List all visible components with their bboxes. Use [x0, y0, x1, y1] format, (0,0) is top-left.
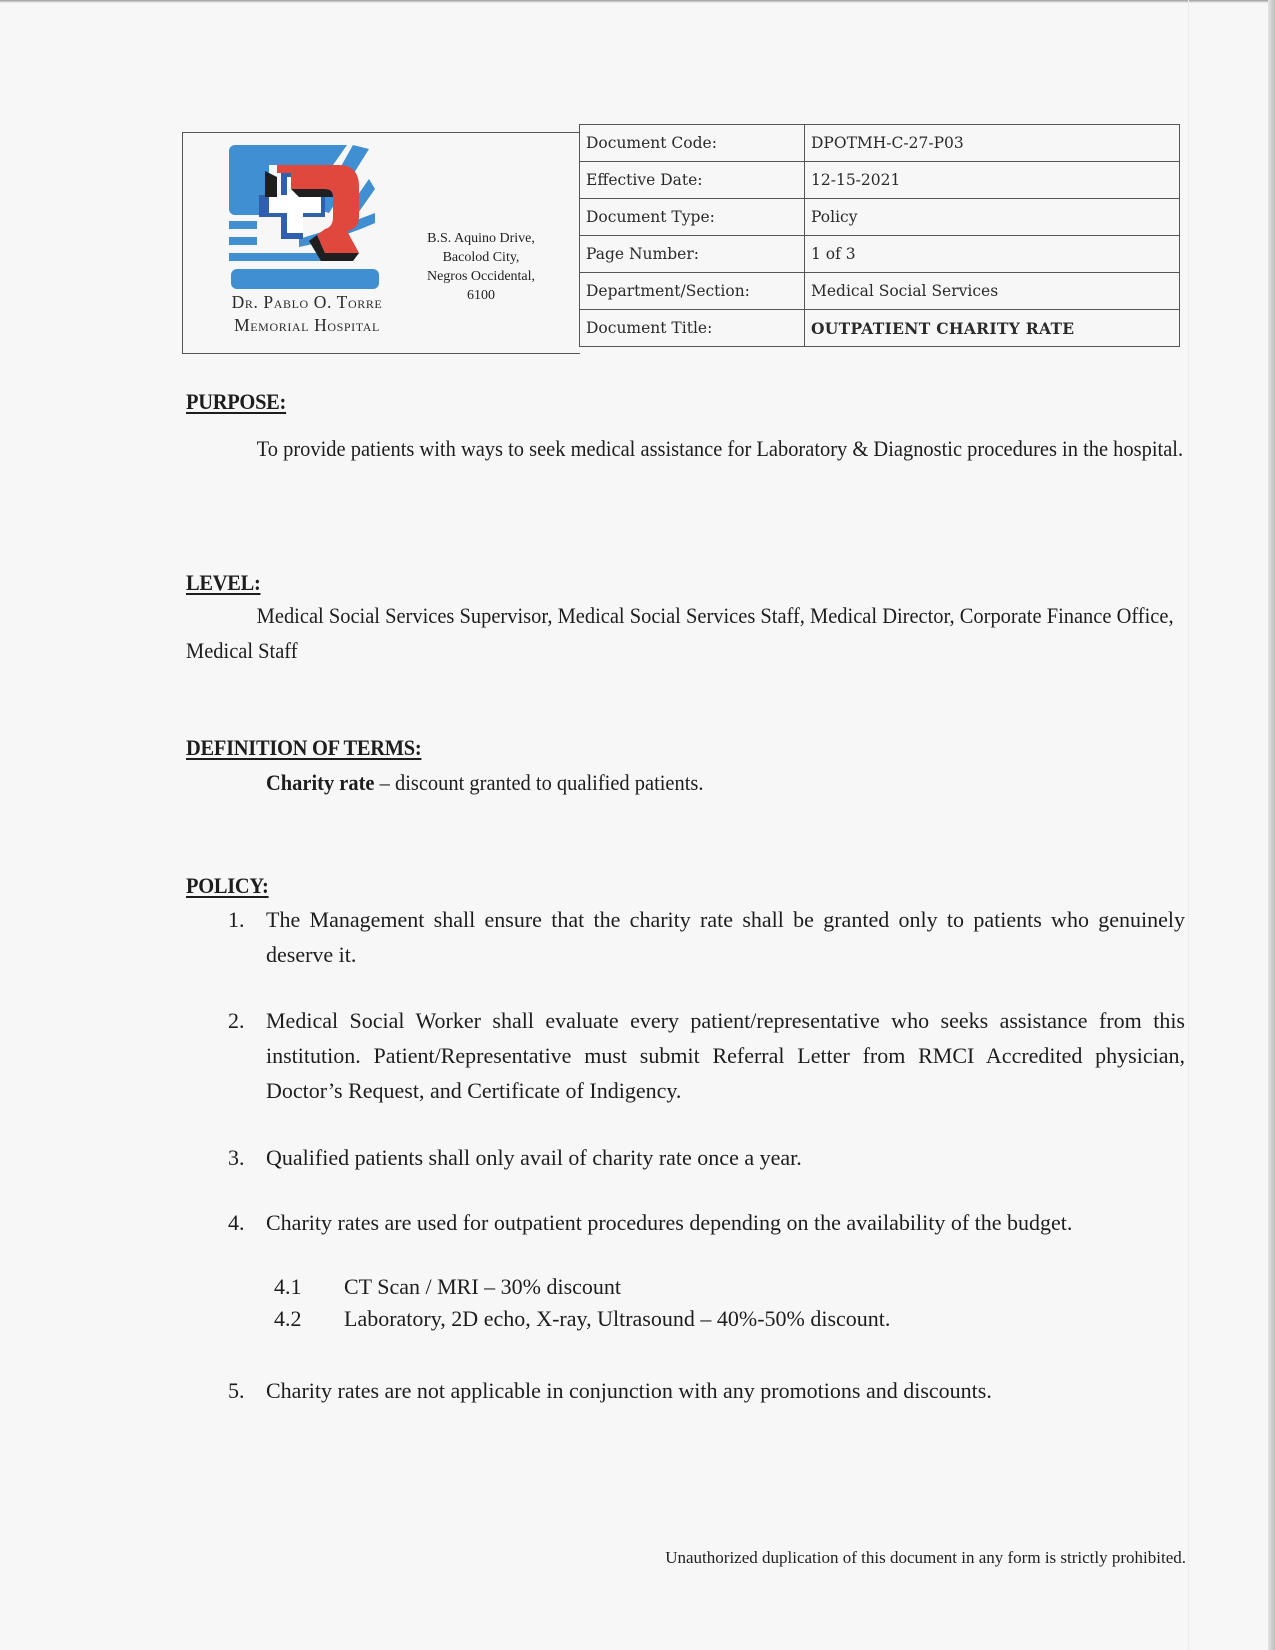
definition-item — [266, 770, 704, 796]
definition-separator: – — [374, 770, 395, 795]
policy-item-text: The Management shall ensure that the charity rate shall be granted only to patients who genuinely deserve it. — [266, 907, 1185, 967]
policy-item — [228, 1373, 1185, 1408]
meta-value-document-title: OUTPATIENT CHARITY RATE — [805, 310, 1180, 347]
meta-row-department — [580, 273, 1180, 310]
policy-item — [228, 1205, 1185, 1240]
level-heading: LEVEL: — [186, 570, 261, 595]
definition-term: Charity rate — [266, 770, 375, 795]
level-text: Medical Social Services Supervisor, Medical Social Services Staff, Medical Director, Corporate Finance Office, Medical Staff — [186, 603, 1174, 663]
policy-item-text: Medical Social Worker shall evaluate every patient/representative who seeks assistance from this institution. Patient/Representative must submit Referral Letter from RMCI Accredited physician, Doctor’s Request, and Certificate of Indigency. — [266, 1008, 1185, 1103]
document-metadata-table — [579, 124, 1180, 347]
hospital-address — [411, 229, 551, 305]
scan-top-edge — [0, 0, 1275, 3]
policy-subitem — [274, 1274, 621, 1300]
meta-label: Document Title: — [580, 310, 805, 347]
scan-right-edge — [1268, 0, 1275, 1650]
policy-item — [228, 1003, 1185, 1108]
meta-label: Department/Section: — [580, 273, 805, 310]
meta-label: Effective Date: — [580, 162, 805, 199]
meta-row-document-title — [580, 310, 1180, 347]
meta-value: DPOTMH-C-27-P03 — [805, 125, 1180, 162]
policy-item-text: Qualified patients shall only avail of charity rate once a year. — [266, 1145, 802, 1170]
policy-item-number: 3. — [228, 1145, 245, 1170]
meta-row-page-number — [580, 236, 1180, 273]
policy-item-number: 2. — [228, 1008, 245, 1033]
meta-label: Document Code: — [580, 125, 805, 162]
policy-item-text: Charity rates are not applicable in conjunction with any promotions and discounts. — [266, 1378, 992, 1403]
policy-item — [228, 1140, 1185, 1175]
address-line: Negros Occidental, — [426, 269, 536, 284]
policy-item-number: 4. — [228, 1210, 245, 1235]
hospital-name-line-1: Dr. Pablo O. Torre — [231, 292, 383, 312]
scan-fold-line — [1188, 0, 1189, 1650]
footer-notice — [548, 1548, 1186, 1568]
meta-value: Medical Social Services — [805, 273, 1180, 310]
policy-item-number: 5. — [228, 1378, 245, 1403]
policy-subitem — [274, 1306, 890, 1332]
policy-heading: POLICY: — [186, 873, 269, 898]
policy-subitem-number: 4.2 — [274, 1306, 302, 1331]
meta-value: 1 of 3 — [805, 236, 1180, 273]
hospital-name-line-2: Memorial Hospital — [234, 315, 380, 335]
meta-value: Policy — [805, 199, 1180, 236]
meta-label: Page Number: — [580, 236, 805, 273]
address-line: B.S. Aquino Drive, — [427, 231, 535, 246]
address-line: Bacolod City, — [442, 250, 520, 265]
hospital-name — [205, 291, 409, 337]
meta-row-document-type — [580, 199, 1180, 236]
policy-item-number: 1. — [228, 907, 245, 932]
policy-item-text: Charity rates are used for outpatient procedures depending on the availability of the budget. — [266, 1210, 1073, 1235]
meta-label: Document Type: — [580, 199, 805, 236]
document-header — [182, 132, 580, 354]
address-line: 6100 — [467, 288, 495, 303]
purpose-heading: PURPOSE: — [186, 389, 287, 414]
footer-notice-text: Unauthorized duplication of this document in any form is strictly prohibited. — [665, 1548, 1186, 1567]
hospital-r-cross-logo-icon — [229, 143, 381, 293]
definition-text: discount granted to qualified patients. — [394, 770, 704, 795]
meta-value: 12-15-2021 — [805, 162, 1180, 199]
purpose-text: To provide patients with ways to seek medical assistance for Laboratory & Diagnostic procedures in the hospital. — [256, 436, 1184, 461]
meta-row-document-code — [580, 125, 1180, 162]
definitions-heading: DEFINITION OF TERMS: — [186, 735, 422, 760]
policy-subitem-text: CT Scan / MRI – 30% discount — [344, 1274, 622, 1299]
policy-item — [228, 902, 1185, 972]
meta-row-effective-date — [580, 162, 1180, 199]
policy-subitem-number: 4.1 — [274, 1274, 302, 1299]
policy-subitem-text: Laboratory, 2D echo, X-ray, Ultrasound – 40%-50% discount. — [344, 1306, 891, 1331]
